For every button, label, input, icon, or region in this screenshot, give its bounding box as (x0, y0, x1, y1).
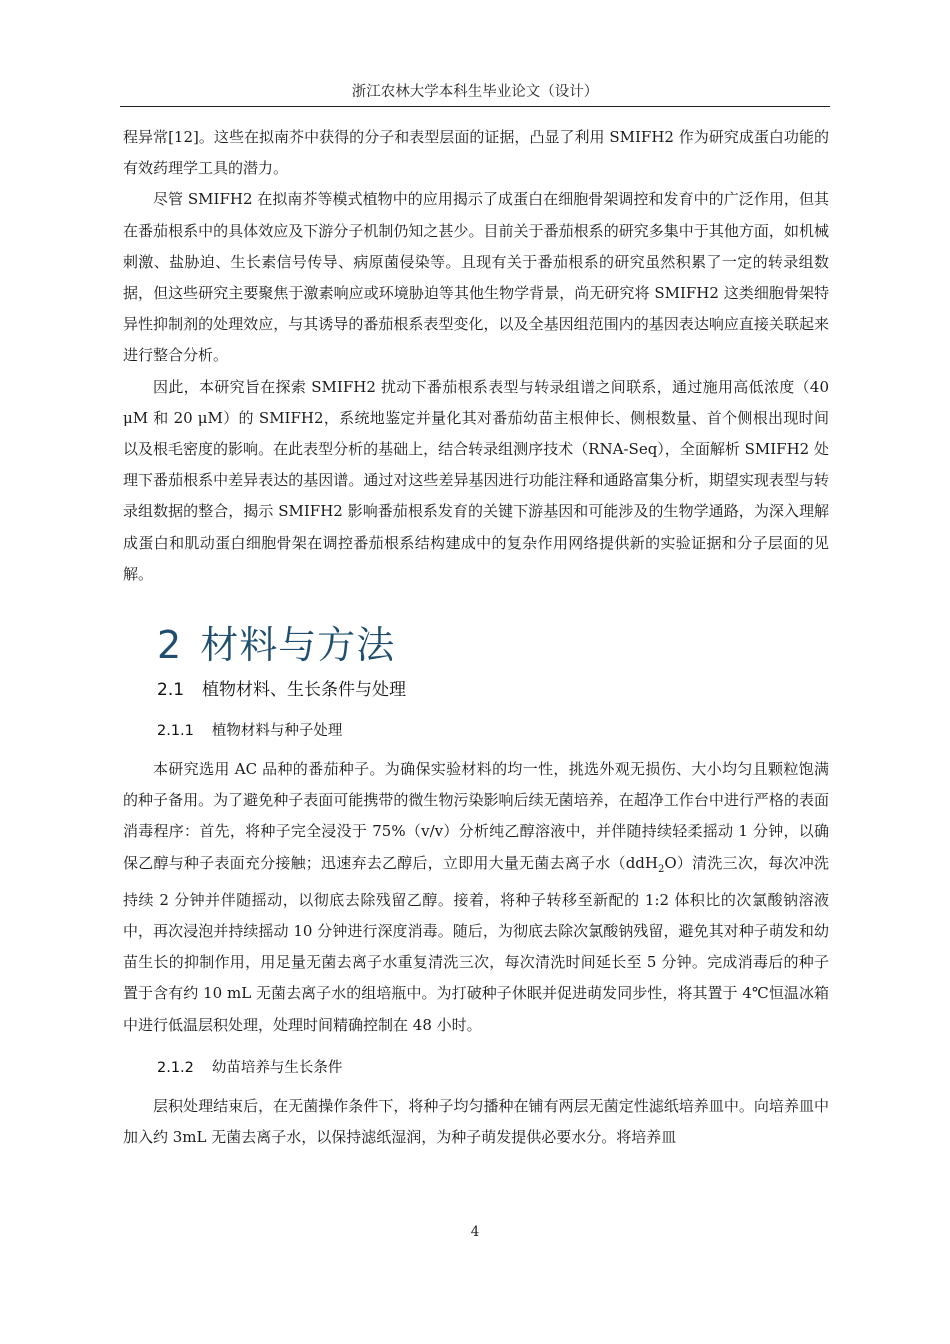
subsection-heading-2-1-1 (157, 718, 829, 744)
chapter-heading (157, 618, 829, 672)
section-number: 2.1 (157, 680, 185, 701)
page-number: 4 (470, 1224, 480, 1240)
paragraph-smifh2-research-gap: 尽管 SMIFH2 在拟南芥等模式植物中的应用揭示了成蛋白在细胞骨架调控和发育中的广泛作用，但其在番茄根系中的具体效应及下游分子机制仍知之甚少。目前关于番茄根系的研究多集中于其他方面，如机械刺激、盐胁迫、生长素信号传导、病原菌侵染等。且现有关于番茄根系的研究虽然积累了一定的转录组数据，但这些研究主要聚焦于激素响应或环境胁迫等其他生物学背景，尚无研究将 SMIFH2 这类细胞骨架特异性抑制剂的处理效应，与其诱导的番茄根系表型变化，以及全基因组范围内的基因表达响应直接关联起来进行整合分析。 (123, 190, 829, 365)
subsection-title: 幼苗培养与生长条件 (211, 1059, 343, 1076)
subsection-number: 2.1.1 (157, 723, 194, 740)
chapter-title: 材料与方法 (200, 623, 396, 668)
seed-treatment-text-b: O）清洗三次，每次冲洗持续 2 分钟并伴随摇动，以彻底去除残留乙醇。接着，将种子转移至新配的 1:2 体积比的次氯酸钠溶液中，再次浸泡并持续摇动 10 分钟进行深度消毒。随后，为彻底去除次氯酸钠残留，避免其对种子萌发和幼苗生长的抑制作用，用足量无菌去离子水重复清洗三次，每次清洗时间延长至 5 分钟。完成消毒后的种子置于含有约 10 mL 无菌去离子水的组培瓶中。为打破种子休眠并促进萌发同步性，将其置于 4℃恒温冰箱中进行低温层积处理，处理时间精确控制在 48 小时。 (123, 853, 829, 1034)
subsection-title: 植物材料与种子处理 (211, 723, 343, 740)
running-header: 浙江农林大学本科生毕业论文（设计） (351, 84, 599, 100)
section-heading-2-1 (157, 676, 829, 704)
seed-treatment-text-a: 本研究选用 AC 品种的番茄种子。为确保实验材料的均一性，挑选外观无损伤、大小均匀且颗粒饱满的种子备用。为了避免种子表面可能携带的微生物污染影响后续无菌培养，在超净工作台中进行严格的表面消毒程序：首先，将种子完全浸没于 75%（v/v）分析纯乙醇溶液中，并伴随持续轻柔摇动 1 分钟，以确保乙醇与种子表面充分接触；迅速弃去乙醇后，立即用大量无菌去离子水（ddH (123, 760, 829, 872)
paragraph-study-aim: 因此，本研究旨在探索 SMIFH2 扰动下番茄根系表型与转录组谱之间联系，通过施用高低浓度（40 μM 和 20 μM）的 SMIFH2，系统地鉴定并量化其对番茄幼苗主根伸长、侧根数量、首个侧根出现时间以及根毛密度的影响。在此表型分析的基础上，结合转录组测序技术（RNA-Seq），全面解析 SMIFH2 处理下番茄根系中差异表达的基因谱。通过对这些差异基因进行功能注释和通路富集分析，期望实现表型与转录组数据的整合，揭示 SMIFH2 影响番茄根系发育的关键下游基因和可能涉及的生物学通路，为深入理解成蛋白和肌动蛋白细胞骨架在调控番茄根系结构建成中的复杂作用网络提供新的实验证据和分子层面的见解。 (123, 377, 829, 583)
subsection-heading-2-1-2 (157, 1055, 829, 1081)
paragraph-seed-treatment (123, 754, 829, 1041)
chapter-number: 2 (157, 623, 183, 668)
header-rule (120, 106, 830, 107)
paragraph-continued: 程异常[12]。这些在拟南芥中获得的分子和表型层面的证据，凸显了利用 SMIFH2 作为研究成蛋白功能的有效药理学工具的潜力。 (123, 128, 829, 178)
subsection-number: 2.1.2 (157, 1059, 194, 1076)
subscript-2: 2 (657, 863, 665, 875)
page-body (123, 122, 829, 1153)
paragraph-seedling-culture: 层积处理结束后，在无菌操作条件下，将种子均匀播种在铺有两层无菌定性滤纸培养皿中。向培养皿中加入约 3mL 无菌去离子水，以保持滤纸湿润，为种子萌发提供必要水分。将培养皿 (123, 1096, 829, 1147)
section-title: 植物材料、生长条件与处理 (202, 680, 407, 701)
